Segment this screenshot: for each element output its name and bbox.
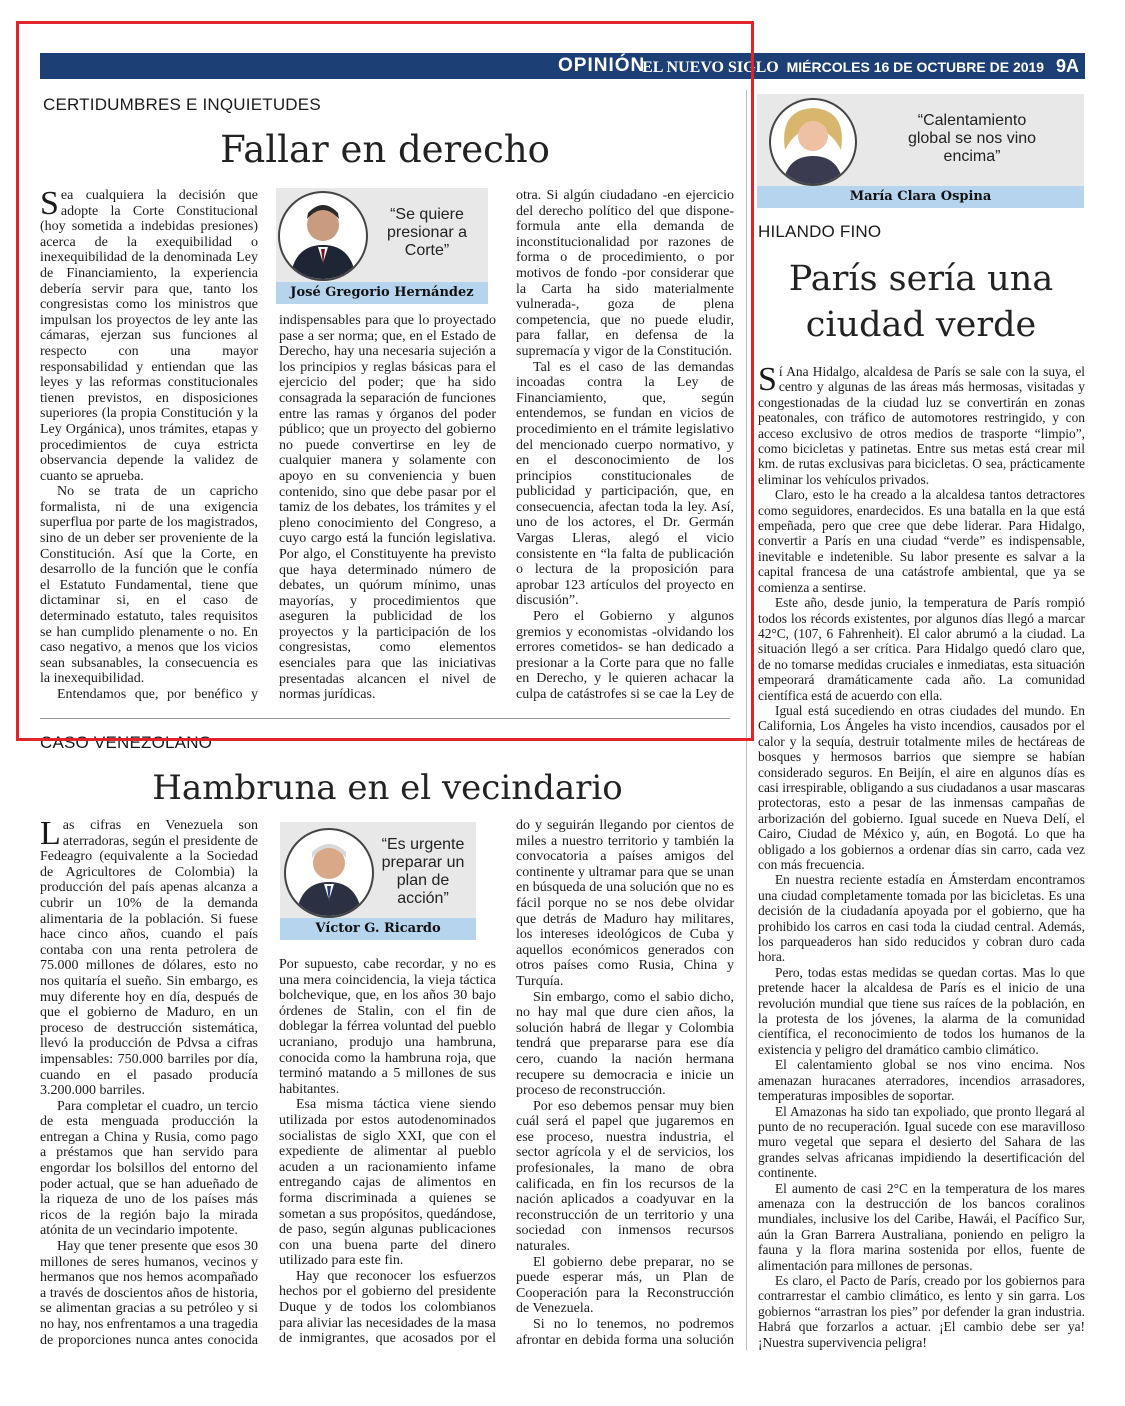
- article1-col2-para: indispensables para que lo proyectado pase a ser norma; que, en el Estado de Derecho, hay una necesaria sujeción a los principios y reglas básicas para el ejercicio del poder; que ha sido consagrada la separación de funciones entre las ramas y órganos del poder público; que un proyecto del gobierno no puede convertirse en ley de cualquier manera y solamente con apoyo en su conveniencia y buen contenido, sino que debe pasar por el tamiz de los debates, los trámites y el pleno conocimiento del Congreso, a cuyo cargo está la función legislativa. Por algo, el Constituyente ha previsto que haya determinado número de debates, un quórum mínimo, unas mayorías, y procedimientos que aseguren la publicidad de los proyectos y la participación de los congresistas, como elementos esenciales para que las iniciativas presentadas alcancen el nivel de normas jurídicas.: [279, 313, 496, 703]
- drop-cap: S: [758, 364, 777, 398]
- issue-date: MIÉRCOLES 16 DE OCTUBRE DE 2019: [786, 59, 1045, 75]
- article2-col1-para: Las cifras en Venezuela son aterradoras, según el presidente de Fedeagro (equivalente a la Sociedad de Agricultores de Colombia) la producción del país apenas alcanza a cubrir un 10% de la demanda alimentaria de la población. Si fuese hace cinco años, cuando el país contaba con una renta petrolera de 75.000 millones de dólares, esto no nos quitaría el sueño. Sin embargo, es muy diferente hoy en día, después de que el gobierno de Maduro, en un proceso de destrucción sistemática, llevó la producción de Pdvsa a cifras impensables: 750.000 barriles por día, cuando en el pasado producía 3.200.000 barriles.: [40, 818, 258, 1099]
- article3-para: El aumento de casi 2°C en la temperatura de los mares amenaza con la destrucción de los bancos coralinos mundiales, inclusive los del Caribe, Hawái, el Pacífico Sur, aún la Gran Barrera Australiana, poniendo en peligro la fauna y la flora marina sostenida por ellos, fuente de alimentación para millones de personas.: [758, 1180, 1085, 1273]
- article2-pull-box: [280, 822, 476, 940]
- article2-title: Hambruna en el vecindario: [152, 768, 623, 808]
- article3-para: El Amazonas ha sido tan expoliado, que pronto llegará al punto de no recuperación. Igual sucede con ese maravilloso muro vegetal que separa el desierto del Sahara de las grandes selvas africanas impidiendo la desertificación del continente.: [758, 1103, 1085, 1181]
- author-photo-avatar: [284, 828, 374, 918]
- article2-col2-para: Por supuesto, cabe recordar, y no es una mera coincidencia, la vieja táctica bolchevique, que, en los años 30 bajo órdenes de Stalin, con el fin de doblegar la férrea voluntad del pueblo ucraniano, produjo una hambruna, conocida como la hambruna roja, que terminó matando a 5 millones de sus habitantes.: [279, 957, 496, 1097]
- article1-col3-para: Tal es el caso de las demandas incoadas contra la Ley de Financiamiento, que, según entendemos, se fundan en vicios de procedimiento en el trámite legislativo del mencionado cuerpo normativo, y en el desconocimiento de los principios constitucionales de publicidad y participación, que, en consecuencia, afectan toda la ley. Así, uno de los actores, el Dr. Germán Vargas Lleras, alegó el vicio consistente en “la falta de publicación o lectura de la proposición para aprobar 123 artículos del proyecto en discusión”.: [516, 359, 734, 609]
- article3-author-name: María Clara Ospina: [757, 186, 1084, 208]
- author-photo-avatar: [769, 98, 857, 186]
- article3-kicker: HILANDO FINO: [758, 222, 882, 241]
- article3-pull-box: [757, 94, 1084, 208]
- article1-kicker: CERTIDUMBRES E INQUIETUDES: [43, 95, 321, 114]
- article2-col1-para: Hay que tener presente que esos 30 millones de seres humanos, vecinos y hermanos que nos hemos acompañado a través de doscientos años de historia, se alimentan gracias a su petróleo y si no hay, nos enfrentamos a una tragedia de proporciones nunca antes conocida: [40, 1239, 258, 1348]
- article2-col3-para: Si no lo tenemos, no podremos afrontar en debida forma una solución: [516, 1317, 734, 1348]
- drop-cap: L: [40, 818, 61, 852]
- section-name: OPINIÓN: [558, 55, 646, 76]
- article3-pull-quote: “Calentamiento global se nos vino encima”: [907, 112, 1037, 165]
- article2-col1-para: Para completar el cuadro, un tercio de esta menguada producción la entregan a China y Rusia, como pago a préstamos que han servido para engordar los bolsillos del entorno del poder actual, que se han adueñado de la riqueza de uno de los países más ricos de la región bajo la mirada atónita de un vecindario impotente.: [40, 1098, 258, 1239]
- article1-pull-quote: “Se quiere presionar a Corte”: [386, 206, 468, 259]
- article2-pull-quote: “Es urgente preparar un plan de acción”: [381, 836, 465, 907]
- page-number: 9A: [1055, 56, 1079, 76]
- article1-col3-para: Pero el Gobierno y algunos gremios y economistas -olvidando los errores cometidos- se han dedicado a presionar a la Corte para que no falle en Derecho, y le quieren achacar la culpa de catástrofes si se cae la Ley de: [516, 609, 734, 702]
- article2-author-name: Víctor G. Ricardo: [280, 918, 476, 940]
- article3-para: El calentamiento global se nos vino encima. Nos amenazan huracanes aterradores, incendios arrasadores, temperaturas imposibles de soportar.: [758, 1057, 1085, 1104]
- article2-col3-para: Por eso debemos pensar muy bien cuál será el papel que jugaremos en ese proceso, nuestra industria, el sector agrícola y el de servicios, los profesionales, la mano de obra calificada, en fin los recursos de la nación aplicados a coadyuvar en la reconstrucción de un territorio y una sociedad con inmensos recursos naturales.: [516, 1098, 734, 1255]
- article3-para: En nuestra reciente estadía en Ámsterdam encontramos una ciudad completamente tomada por las bicicletas. Es una decisión de la ciudadanía apoyada por el gobierno, que ha prohibido los carros en casi toda la ciudad central. Además, los parqueaderos han sido reducidos y cobran duro cada hora.: [758, 872, 1085, 965]
- article2-kicker: CASO VENEZOLANO: [40, 733, 213, 752]
- article2-col3-para: Sin embargo, como el sabio dicho, no hay mal que dure cien años, la solución habrá de llegar y Colombia tendrá que prepararse para ese día cero, cuando la nación hermana recupere su democracia e inicie un proceso de reconstrucción.: [516, 989, 734, 1099]
- article3-para: Pero, todas estas medidas se quedan cortas. Mas lo que pretende hacer la alcaldesa de París es el inicio de una revolución mundial que tiene sus raíces de la población, en la protesta de los jóvenes, la alarma de la comunidad científica, el reconocimiento de todos los humanos de la existencia y peligro del dramático cambio climático.: [758, 964, 1085, 1057]
- selection-highlight-box: [16, 21, 754, 741]
- article2-col2-para: Esa misma táctica viene siendo utilizada por estos autodenominados socialistas de siglo XXI, que con el expediente de alimentar al pueblo acuden a un racionamiento infame entregando cajas de alimentos en forma discriminada a quienes se sometan a sus propósitos, quedándose, de paso, según algunas publicaciones con una buena parte del dinero utilizado para este fin.: [279, 1097, 496, 1269]
- article1-col1-para: Sea cualquiera la decisión que adopte la Corte Constitucional (hoy sometida a indebidas presiones) acerca de la exequibilidad o inexequibilidad de la denominada Ley de Financiamiento, la experiencia debería servir para que, tanto los congresistas como los ministros que impulsan los proyectos de ley ante las cámaras, ejerzan sus funciones al respecto con una mayor responsabilidad y entiendan que las leyes y las reformas constitucionales tienen previstos, en disposiciones superiores (la propia Constitución y la Ley Orgánica), unos trámites, etapas y procedimientos de cuya estricta observancia depende la validez de cuanto se aprueba.: [40, 188, 258, 484]
- article3-para: Sí Ana Hidalgo, alcaldesa de París se sale con la suya, el centro y algunas de las áreas más hermosas, visitadas y congestionadas de la ciudad luz se convertirán en zonas peatonales, con tráfico de automotores restringido, y con acceso exclusivo de otros medios de trasporte “limpio”, como bicicletas y patinetas. Entre sus metas está crear mil km. de rutas exclusivas para bicicletas. O sea, prácticamente eliminar los vehículos privados.: [758, 364, 1085, 487]
- article3-title: París sería una ciudad verde: [788, 259, 1054, 345]
- article2-column-2: [279, 957, 496, 1348]
- article2-col3-para: El gobierno debe preparar, no se puede esperar más, un Plan de Cooperación para la Reconstrucción de Venezuela.: [516, 1254, 734, 1317]
- article2-column-1: [40, 818, 258, 1348]
- article3-para: Claro, esto le ha creado a la alcaldesa tantos detractores como seguidores, enardecidos. Es una batalla en la que está empeñada, pero que cree que debe liderar. Para Hidalgo, convertir a París en una ciudad “verde” es indispensable, inevitable e indetenible. Su labor presente es salvar a la capital francesa de una catástrofe ambiental, que ya se comienza a sentirse.: [758, 487, 1085, 595]
- article1-author-name: José Gregorio Hernández: [276, 282, 488, 304]
- article2-col3-para: do y seguirán llegando por cientos de miles a nuestro territorio y también la convocatoria a países amigos del continente y ultramar para que se unan en búsqueda de una solución que no es fácil porque no se nos debe olvidar que detrás de Maduro hay militares, los intereses ideológicos de Cuba y aquellos económicos generados con otros países como Rusia, China y Turquía.: [516, 818, 734, 989]
- article3-para: Igual está sucediendo en otras ciudades del mundo. En California, Los Ángeles ha visto incendios, causados por el calor y la sequía, destruir totalmente miles de hectáreas de bosques y hermosos barrios que siempre se habían considerado seguros. En Beijín, el aire en algunos días es casi irrespirable, obligando a sus ciudadanos a usar mascaras protectoras, esto a pesar de las inmensas campañas de arborización del gobierno. Igual sucede en Nueva Delí, el Cairo, Ciudad de México y, aún, en Bogotá. Lo que ha obligado a los gobiernos a ordenar días sin carro, cada vez con más frecuencia.: [758, 702, 1085, 872]
- article2-column-3: [516, 818, 734, 1348]
- article1-col1-para: No se trata de un capricho formalista, ni de una exigencia superflua por parte de los magistrados, sino de un deber ser proveniente de la Constitución. Así que la Corte, en desarrollo de la función que le confía el Estatuto Fundamental, tiene que dictaminar si, en el caso de determinado estatuto, tales requisitos se han cumplido plenamente o no. En caso negativo, a menos que los vicios sean subsanables, la consecuencia es la inexequibilidad.: [40, 484, 258, 687]
- drop-cap: S: [40, 188, 59, 222]
- article1-col3-para: otra. Si algún ciudadano -en ejercicio del derecho político del que dispone- formula ante ella demanda de inconstitucionalidad por razones de forma o de procedimiento, o por motivos de fondo -por considerar que la Carta ha sido materialmente vulnerada-, goza de plena competencia, que no puede eludir, para fallar, en defensa de la supremacía y vigor de la Constitución.: [516, 188, 734, 359]
- article3-para: Este año, desde junio, la temperatura de París rompió todos los récords existentes, por algunos días llegó a marcar 42°C, (107, 6 Fahrenheit). El calor abrumó a la ciudad. La situación llegó a ser crítica. Para Hidalgo quedó claro que, de no tomarse medidas cruciales e inmediatas, esta situación empeorará dramáticamente cada año. La comunidad científica está de acuerdo con ella.: [758, 595, 1085, 703]
- article1-col1-para: Entendamos que, por benéfico y: [57, 687, 258, 702]
- article3-column: [758, 364, 1085, 1354]
- article1-title: Fallar en derecho: [220, 128, 550, 171]
- newspaper-name: EL NUEVO SIGLO: [642, 59, 779, 76]
- article2-col2-para: Hay que reconocer los esfuerzos hechos por el gobierno del presidente Duque y de todos los colombianos para aliviar las necesidades de la masa de inmigrantes, que acosados por el: [279, 1268, 496, 1347]
- article3-para: Es claro, el Pacto de París, creado por los gobiernos para contrarrestar el cambio climático, es lento y sin garra. Los gobiernos “arrastran los pies” por defender la gran industria. Habrá que forzarlos a actuar. ¡El cambio debe ser ya! ¡Nuestra supervivencia peligra!: [758, 1272, 1085, 1350]
